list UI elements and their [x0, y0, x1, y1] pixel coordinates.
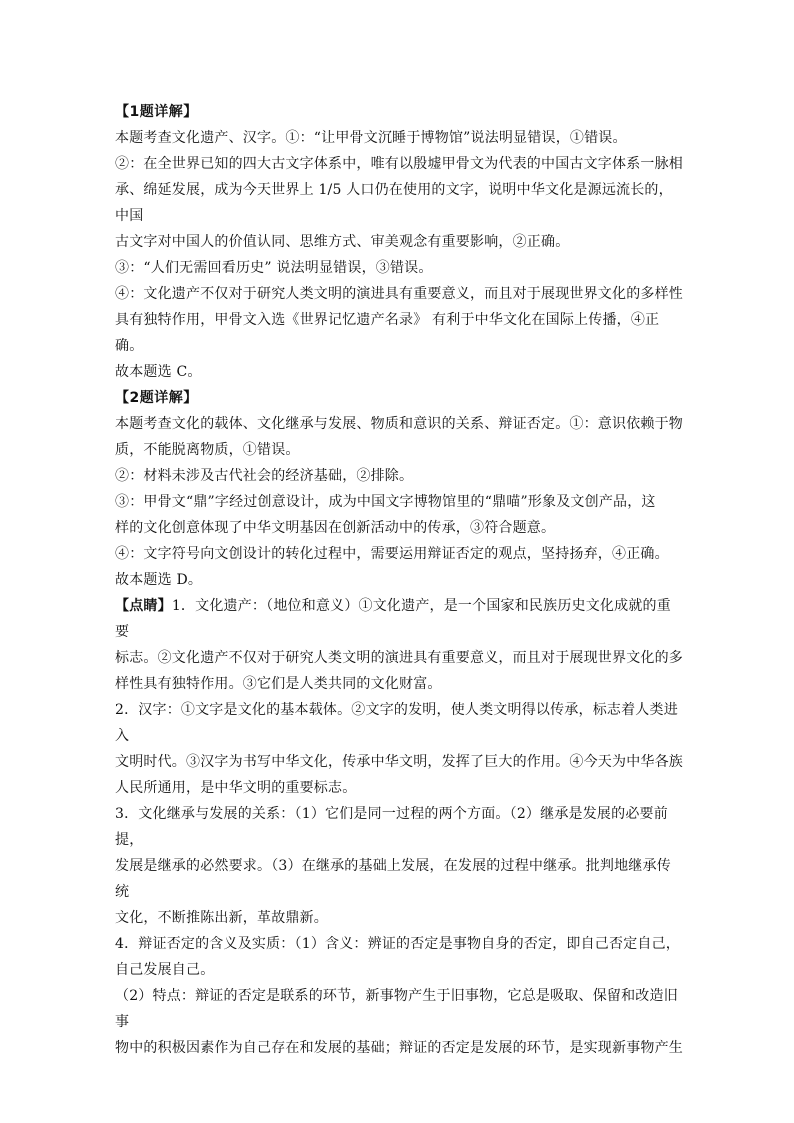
section-2-line-1: 本题考查文化的载体、文化继承与发展、物质和意识的关系、辩证否定。①：意识依赖于物: [115, 416, 683, 432]
section-2-line-5: 样的文化创意体现了中华文明基因在创新活动中的传承，③符合题意。: [115, 520, 556, 536]
section-1-line-1: 本题考查文化遗产、汉字。①：“让甲骨文沉睡于博物馆”说法明显错误，①错误。: [115, 130, 627, 146]
document-body: [115, 99, 685, 1061]
section-2-line-2: 质，不能脱离物质，①错误。: [115, 442, 300, 458]
dianjing-line-12: 物中的积极因素作为自己存在和发展的基础；辩证的否定是发展的环节，是实现新事物产生: [115, 1040, 683, 1056]
dianjing-line-7: 发展是继承的必然要求。（3）在继承的基础上发展，在发展的过程中继承。批判地继承传统: [115, 858, 671, 900]
dianjing-first-line: [115, 593, 685, 645]
section-2-answer: 故本题选 D。: [115, 572, 203, 588]
section-1-answer: 故本题选 C。: [115, 364, 202, 380]
section-2-line-3: ②：材料未涉及古代社会的经济基础，②排除。: [115, 468, 414, 484]
section-2-heading: 【2题详解】: [115, 390, 198, 406]
dianjing-label: 【点睛】: [115, 598, 172, 614]
dianjing-line-4: 文明时代。③汉字为书写中华文化，传承中华文明，发挥了巨大的作用。④今天为中华各族: [115, 754, 683, 770]
dianjing-line-11: （2）特点：辩证的否定是联系的环节，新事物产生于旧事物，它总是吸取、保留和改造旧事: [115, 988, 678, 1030]
section-1-line-3: 承、绵延发展，成为今天世界上 1/5 人口仍在使用的文字，说明中华文化是源远流长的，中国: [115, 182, 673, 224]
dianjing-line-8: 文化，不断推陈出新，革故鼎新。: [115, 910, 328, 926]
section-1-line-4: 古文字对中国人的价值认同、思维方式、审美观念有重要影响，②正确。: [115, 234, 570, 250]
dianjing-line-1: 标志。②文化遗产不仅对于研究人类文明的演进具有重要意义，而且对于展现世界文化的多: [115, 650, 683, 666]
dianjing-first-line-text: 1．文化遗产：（地位和意义）①文化遗产，是一个国家和民族历史文化成就的重要: [115, 598, 671, 640]
dianjing-line-2: 样性具有独特作用。③它们是人类共同的文化财富。: [115, 676, 442, 692]
section-2-line-4: ③：甲骨文“鼎”字经过创意设计，成为中国文字博物馆里的“鼎喵”形象及文创产品，这: [115, 494, 656, 510]
dianjing-line-5: 人民所通用，是中华文明的重要标志。: [115, 780, 357, 796]
dianjing-line-10: 自己发展自己。: [115, 962, 215, 978]
dianjing-line-6: 3．文化继承与发展的关系：（1）它们是同一过程的两个方面。（2）继承是发展的必要前提，: [115, 806, 668, 848]
section-1-line-2: ②：在全世界已知的四大古文字体系中，唯有以殷墟甲骨文为代表的中国古文字体系一脉相: [115, 156, 683, 172]
section-1-heading: 【1题详解】: [115, 104, 198, 120]
section-1-line-5: ③：“人们无需回看历史” 说法明显错误，③错误。: [115, 260, 433, 276]
dianjing-line-9: 4．辩证否定的含义及实质：（1）含义：辨证的否定是事物自身的否定，即自己否定自己，: [115, 936, 681, 952]
section-2-line-6: ④：文字符号向文创设计的转化过程中，需要运用辩证否定的观点，坚持扬弃，④正确。: [115, 546, 669, 562]
dianjing-line-3: 2．汉字：①文字是文化的基本载体。②文字的发明，使人类文明得以传承，标志着人类进入: [115, 702, 678, 744]
section-1-line-6: ④：文化遗产不仅对于研究人类文明的演进具有重要意义，而且对于展现世界文化的多样性: [115, 286, 683, 302]
section-1-line-7: 具有独特作用，甲骨文入选《世界记忆遗产名录》 有利于中华文化在国际上传播，④正确。: [115, 312, 660, 354]
